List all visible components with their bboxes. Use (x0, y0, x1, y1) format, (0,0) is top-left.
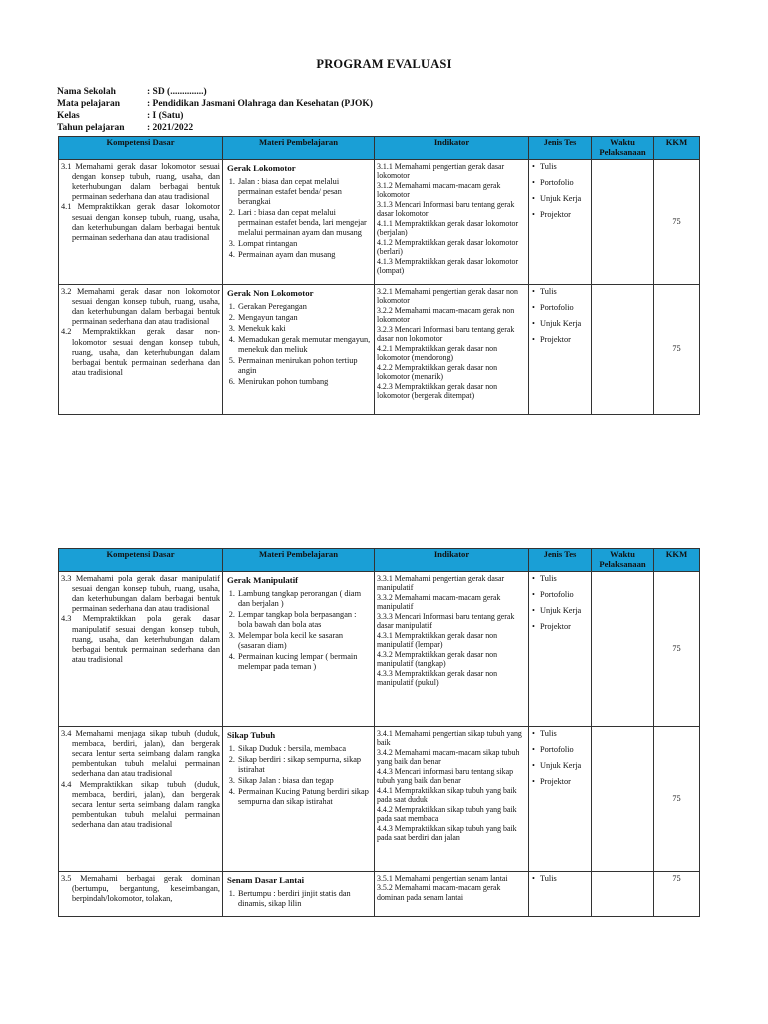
table-row (59, 727, 700, 872)
indikator-item: 3.5.1 Memahami pengertian senam lantai (377, 874, 508, 883)
kompetensi-dasar-item: 4.3 Mempraktikkan pola gerak dasar manipulatif sesuai dengan konsep tubuh, ruang, usaha, dan keterhubungan dalam berbagai bentuk permainan sederhana dan atau tradisional (61, 614, 220, 664)
table-row (59, 872, 700, 917)
table-row (59, 572, 700, 727)
materi-item: 4. Permainan ayam dan musang (237, 250, 372, 260)
jenis-tes-cell (529, 285, 592, 415)
indikator-item: 4.4.2 Mempraktikkan sikap tubuh yang baik pada saat membaca (377, 804, 517, 824)
jenis-tes-cell (529, 572, 592, 727)
materi-item: 2. Mengayun tangan (237, 313, 372, 323)
table-row (59, 160, 700, 285)
indikator-item: 4.4.1 Mempraktikkan sikap tubuh yang baik pada saat duduk (377, 785, 517, 805)
header-indikator: Indikator (375, 549, 529, 572)
waktu-cell (592, 160, 654, 285)
indikator-item: 3.4.2 Memahami macam-macam sikap tubuh yang baik dan benar (377, 747, 520, 767)
indikator-item: 3.5.2 Memahami macam-macam gerak dominan pada senam lantai (377, 883, 501, 902)
materi-item: 5. Permainan menirukan pohon tertiup angin (237, 356, 372, 376)
materi-item: 6. Menirukan pohon tumbang (237, 377, 372, 387)
kompetensi-dasar-item: 3.2 Memahami gerak dasar non lokomotor sesuai dengan konsep tubuh, ruang, usaha, dan keterhubungan dalam berbagai bentuk permainan sederhana dan atau tradisional (61, 287, 220, 327)
waktu-cell (592, 572, 654, 727)
info-row-subject (57, 99, 373, 109)
indikator-item: 4.2.1 Mempraktikkan gerak dasar non lokomotor (mendorong) (377, 343, 498, 363)
indikator-item: 3.2.1 Memahami pengertian gerak dasar non lokomotor (377, 287, 518, 306)
jenis-tes-list (531, 729, 589, 787)
info-value: : Pendidikan Jasmani Olahraga dan Kesehatan (PJOK) (147, 99, 373, 109)
table-row (59, 285, 700, 415)
indikator-item: 3.3.2 Memahami macam-macam gerak manipulatif (377, 592, 501, 612)
header-kompetensi-dasar: Kompetensi Dasar (59, 549, 223, 572)
materi-item: 1. Bertumpu : berdiri jinjit statis dan dinamis, sikap lilin (237, 889, 372, 909)
indikator-cell (375, 727, 529, 872)
info-label: Tahun pelajaran (57, 123, 125, 133)
materi-item: 4. Permainan Kucing Patung berdiri sikap sempurna dan sikap istirahat (237, 787, 372, 807)
jenis-tes-list (531, 874, 589, 884)
materi-item: 1. Lambung tangkap perorangan ( diam dan berjalan ) (237, 589, 372, 609)
indikator-item: 4.3.3 Mempraktikkan gerak dasar non manipulatif (pukul) (377, 668, 498, 688)
materi-item: 2. Sikap berdiri : sikap sempurna, sikap istirahat (237, 755, 372, 775)
indikator-item: 4.4.3 Mencari informasi baru tentang sikap tubuh yang baik dan benar (377, 766, 514, 786)
jenis-tes-list (531, 287, 589, 345)
jenis-tes-item: • Portofolio (540, 590, 589, 600)
indikator-item: 3.3.1 Memahami pengertian gerak dasar manipulatif (377, 574, 505, 593)
info-label: Mata pelajaran (57, 99, 121, 109)
indikator-cell (375, 872, 529, 917)
kkm-cell: 75 (654, 160, 700, 285)
waktu-cell (592, 727, 654, 872)
indikator-item: 3.2.3 Mencari Informasi baru tentang gerak dasar non lokomotor (377, 324, 515, 344)
info-value: : I (Satu) (147, 111, 184, 121)
kompetensi-dasar-item: 3.1 Memahami gerak dasar lokomotor sesuai dengan konsep tubuh, ruang, usaha, dan keterhubungan dalam berbagai bentuk permainan sederhana dan atau tradisional (61, 162, 220, 202)
kompetensi-dasar-item: 3.5 Memahami berbagai gerak dominan (bertumpu, bergantung, keseimbangan, berpindah/lokomotor, tolakan, (61, 874, 220, 904)
materi-item: 1. Jalan : biasa dan cepat melalui permainan estafet benda/ pesan berangkai (237, 177, 372, 207)
materi-title: Gerak Lokomotor (227, 163, 296, 173)
header-kkm: KKM (654, 137, 700, 160)
materi-cell (223, 727, 375, 872)
materi-item: 3. Lompat rintangan (237, 239, 372, 249)
jenis-tes-item: • Tulis (540, 729, 589, 739)
indikator-item: 3.4.1 Memahami pengertian sikap tubuh yang baik (377, 729, 522, 748)
kompetensi-dasar-item: 4.4 Mempraktikkan sikap tubuh (duduk, membaca, berdiri, jalan), dan bergerak secara lentur serta seimbang dalam rangka pembentukan tubuh melalui permainan sederhana dan atau tradisional (61, 779, 220, 829)
materi-cell (223, 872, 375, 917)
indikator-item: 3.2.2 Memahami macam-macam gerak non lokomotor (377, 305, 515, 325)
header-materi: Materi Pembelajaran (223, 549, 375, 572)
kompetensi-dasar-item: 4.1 Mempraktikkan gerak dasar lokomotor sesuai dengan konsep tubuh, ruang, usaha, dan keterhubungan dalam berbagai bentuk permainan sederhana dan atau tradisional (61, 202, 220, 242)
jenis-tes-item: • Tulis (540, 287, 589, 297)
evaluation-table-2 (58, 548, 700, 917)
materi-cell (223, 572, 375, 727)
kkm-cell: 75 (654, 872, 700, 917)
header-kompetensi-dasar: Kompetensi Dasar (59, 137, 223, 160)
materi-item: 3. Menekuk kaki (237, 324, 372, 334)
info-value: : 2021/2022 (147, 123, 194, 133)
kkm-cell: 75 (654, 285, 700, 415)
kompetensi-dasar-item: 3.3 Memahami pola gerak dasar manipulatif sesuai dengan konsep tubuh, ruang, usaha, dan keterhubungan dalam berbagai bentuk permainan sederhana dan atau tradisional (61, 574, 220, 614)
jenis-tes-item: • Projektor (540, 210, 589, 220)
indikator-item: 3.3.3 Mencari Informasi baru tentang gerak dasar manipulatif (377, 611, 515, 631)
header-jenis-tes: Jenis Tes (529, 549, 592, 572)
materi-cell (223, 285, 375, 415)
header-waktu: Waktu Pelaksanaan (592, 549, 654, 572)
info-row-class (57, 111, 183, 121)
header-indikator: Indikator (375, 137, 529, 160)
jenis-tes-item: • Portofolio (540, 745, 589, 755)
materi-title: Sikap Tubuh (227, 730, 276, 740)
kompetensi-dasar-cell (59, 727, 223, 872)
indikator-cell (375, 160, 529, 285)
materi-list (225, 302, 372, 388)
jenis-tes-item: • Tulis (540, 874, 589, 884)
indikator-item: 4.4.3 Mempraktikkan sikap tubuh yang baik pada saat berdiri dan jalan (377, 823, 517, 843)
indikator-item: 3.1.2 Memahami macam-macam gerak lokomotor (377, 180, 501, 200)
jenis-tes-item: • Portofolio (540, 303, 589, 313)
jenis-tes-list (531, 162, 589, 220)
indikator-item: 4.2.3 Mempraktikkan gerak dasar non lokomotor (bergerak ditempat) (377, 381, 498, 401)
jenis-tes-item: • Unjuk Kerja (540, 761, 589, 771)
jenis-tes-item: • Projektor (540, 335, 589, 345)
jenis-tes-item: • Tulis (540, 162, 589, 172)
kkm-cell: 75 (654, 572, 700, 727)
indikator-item: 4.3.2 Mempraktikkan gerak dasar non manipulatif (tangkap) (377, 649, 498, 669)
indikator-cell (375, 572, 529, 727)
kompetensi-dasar-item: 3.4 Memahami menjaga sikap tubuh (duduk, membaca, berdiri, jalan), dan bergerak secara lentur serta seimbang dalam rangka pembentukan tubuh melalui permainan sederhana dan atau tradisional (61, 729, 220, 779)
kompetensi-dasar-item: 4.2 Mempraktikkan gerak dasar non- lokomotor sesuai dengan konsep tubuh, ruang, usaha, dan keterhubungan dalam berbagai bentuk permainan sederhana dan atau tradisional (61, 327, 220, 377)
materi-item: 2. Lempar tangkap bola berpasangan : bola bawah dan bola atas (237, 610, 372, 630)
header-waktu: Waktu Pelaksanaan (592, 137, 654, 160)
materi-item: 4. Permainan kucing lempar ( bermain melempar pada teman ) (237, 652, 372, 672)
materi-cell (223, 160, 375, 285)
evaluation-table-1 (58, 136, 700, 415)
header-materi: Materi Pembelajaran (223, 137, 375, 160)
kompetensi-dasar-cell (59, 160, 223, 285)
jenis-tes-cell (529, 727, 592, 872)
waktu-cell (592, 872, 654, 917)
kkm-cell: 75 (654, 727, 700, 872)
materi-item: 3. Melempar bola kecil ke sasaran (sasaran diam) (237, 631, 372, 651)
materi-list (225, 889, 372, 909)
kompetensi-dasar-cell (59, 872, 223, 917)
indikator-cell (375, 285, 529, 415)
jenis-tes-list (531, 574, 589, 632)
jenis-tes-cell (529, 160, 592, 285)
jenis-tes-item: • Unjuk Kerja (540, 319, 589, 329)
materi-item: 1. Sikap Duduk : bersila, membaca (237, 744, 372, 754)
materi-title: Senam Dasar Lantai (227, 875, 305, 885)
indikator-item: 4.3.1 Mempraktikkan gerak dasar non manipulatif (lempar) (377, 630, 498, 650)
materi-title: Gerak Non Lokomotor (227, 288, 314, 298)
info-row-school (57, 87, 207, 97)
indikator-item: 4.1.2 Mempraktikkan gerak dasar lokomotor (berlari) (377, 237, 519, 257)
info-row-year (57, 123, 193, 133)
materi-title: Gerak Manipulatif (227, 575, 299, 585)
indikator-item: 4.1.3 Mempraktikkan gerak dasar lokomotor (lompat) (377, 256, 519, 276)
indikator-item: 3.1.3 Mencari Informasi baru tentang gerak dasar lokomotor (377, 199, 515, 219)
materi-item: 3. Sikap Jalan : biasa dan tegap (237, 776, 372, 786)
indikator-item: 4.1.1 Mempraktikkan gerak dasar lokomotor (berjalan) (377, 218, 519, 238)
header-jenis-tes: Jenis Tes (529, 137, 592, 160)
materi-item: 2. Lari : biasa dan cepat melalui permainan estafet benda, lari mengejar melalui permainan ayam dan musang (237, 208, 372, 238)
indikator-item: 3.1.1 Memahami pengertian gerak dasar lokomotor (377, 162, 505, 181)
jenis-tes-item: • Projektor (540, 777, 589, 787)
kompetensi-dasar-cell (59, 572, 223, 727)
jenis-tes-item: • Portofolio (540, 178, 589, 188)
materi-list (225, 177, 372, 261)
kompetensi-dasar-cell (59, 285, 223, 415)
info-label: Kelas (57, 111, 80, 121)
jenis-tes-item: • Projektor (540, 622, 589, 632)
materi-item: 4. Memadukan gerak memutar mengayun, menekuk dan meliuk (237, 335, 372, 355)
info-label: Nama Sekolah (57, 87, 116, 97)
materi-list (225, 744, 372, 808)
info-value: : SD (..............) (147, 87, 207, 97)
jenis-tes-item: • Unjuk Kerja (540, 606, 589, 616)
jenis-tes-item: • Unjuk Kerja (540, 194, 589, 204)
table-header-row (59, 137, 700, 160)
waktu-cell (592, 285, 654, 415)
materi-item: 1. Gerakan Peregangan (237, 302, 372, 312)
indikator-item: 4.2.2 Mempraktikkan gerak dasar non lokomotor (menarik) (377, 362, 498, 382)
jenis-tes-item: • Tulis (540, 574, 589, 584)
table-header-row (59, 549, 700, 572)
page-title: PROGRAM EVALUASI (316, 57, 452, 71)
materi-list (225, 589, 372, 673)
header-kkm: KKM (654, 549, 700, 572)
jenis-tes-cell (529, 872, 592, 917)
